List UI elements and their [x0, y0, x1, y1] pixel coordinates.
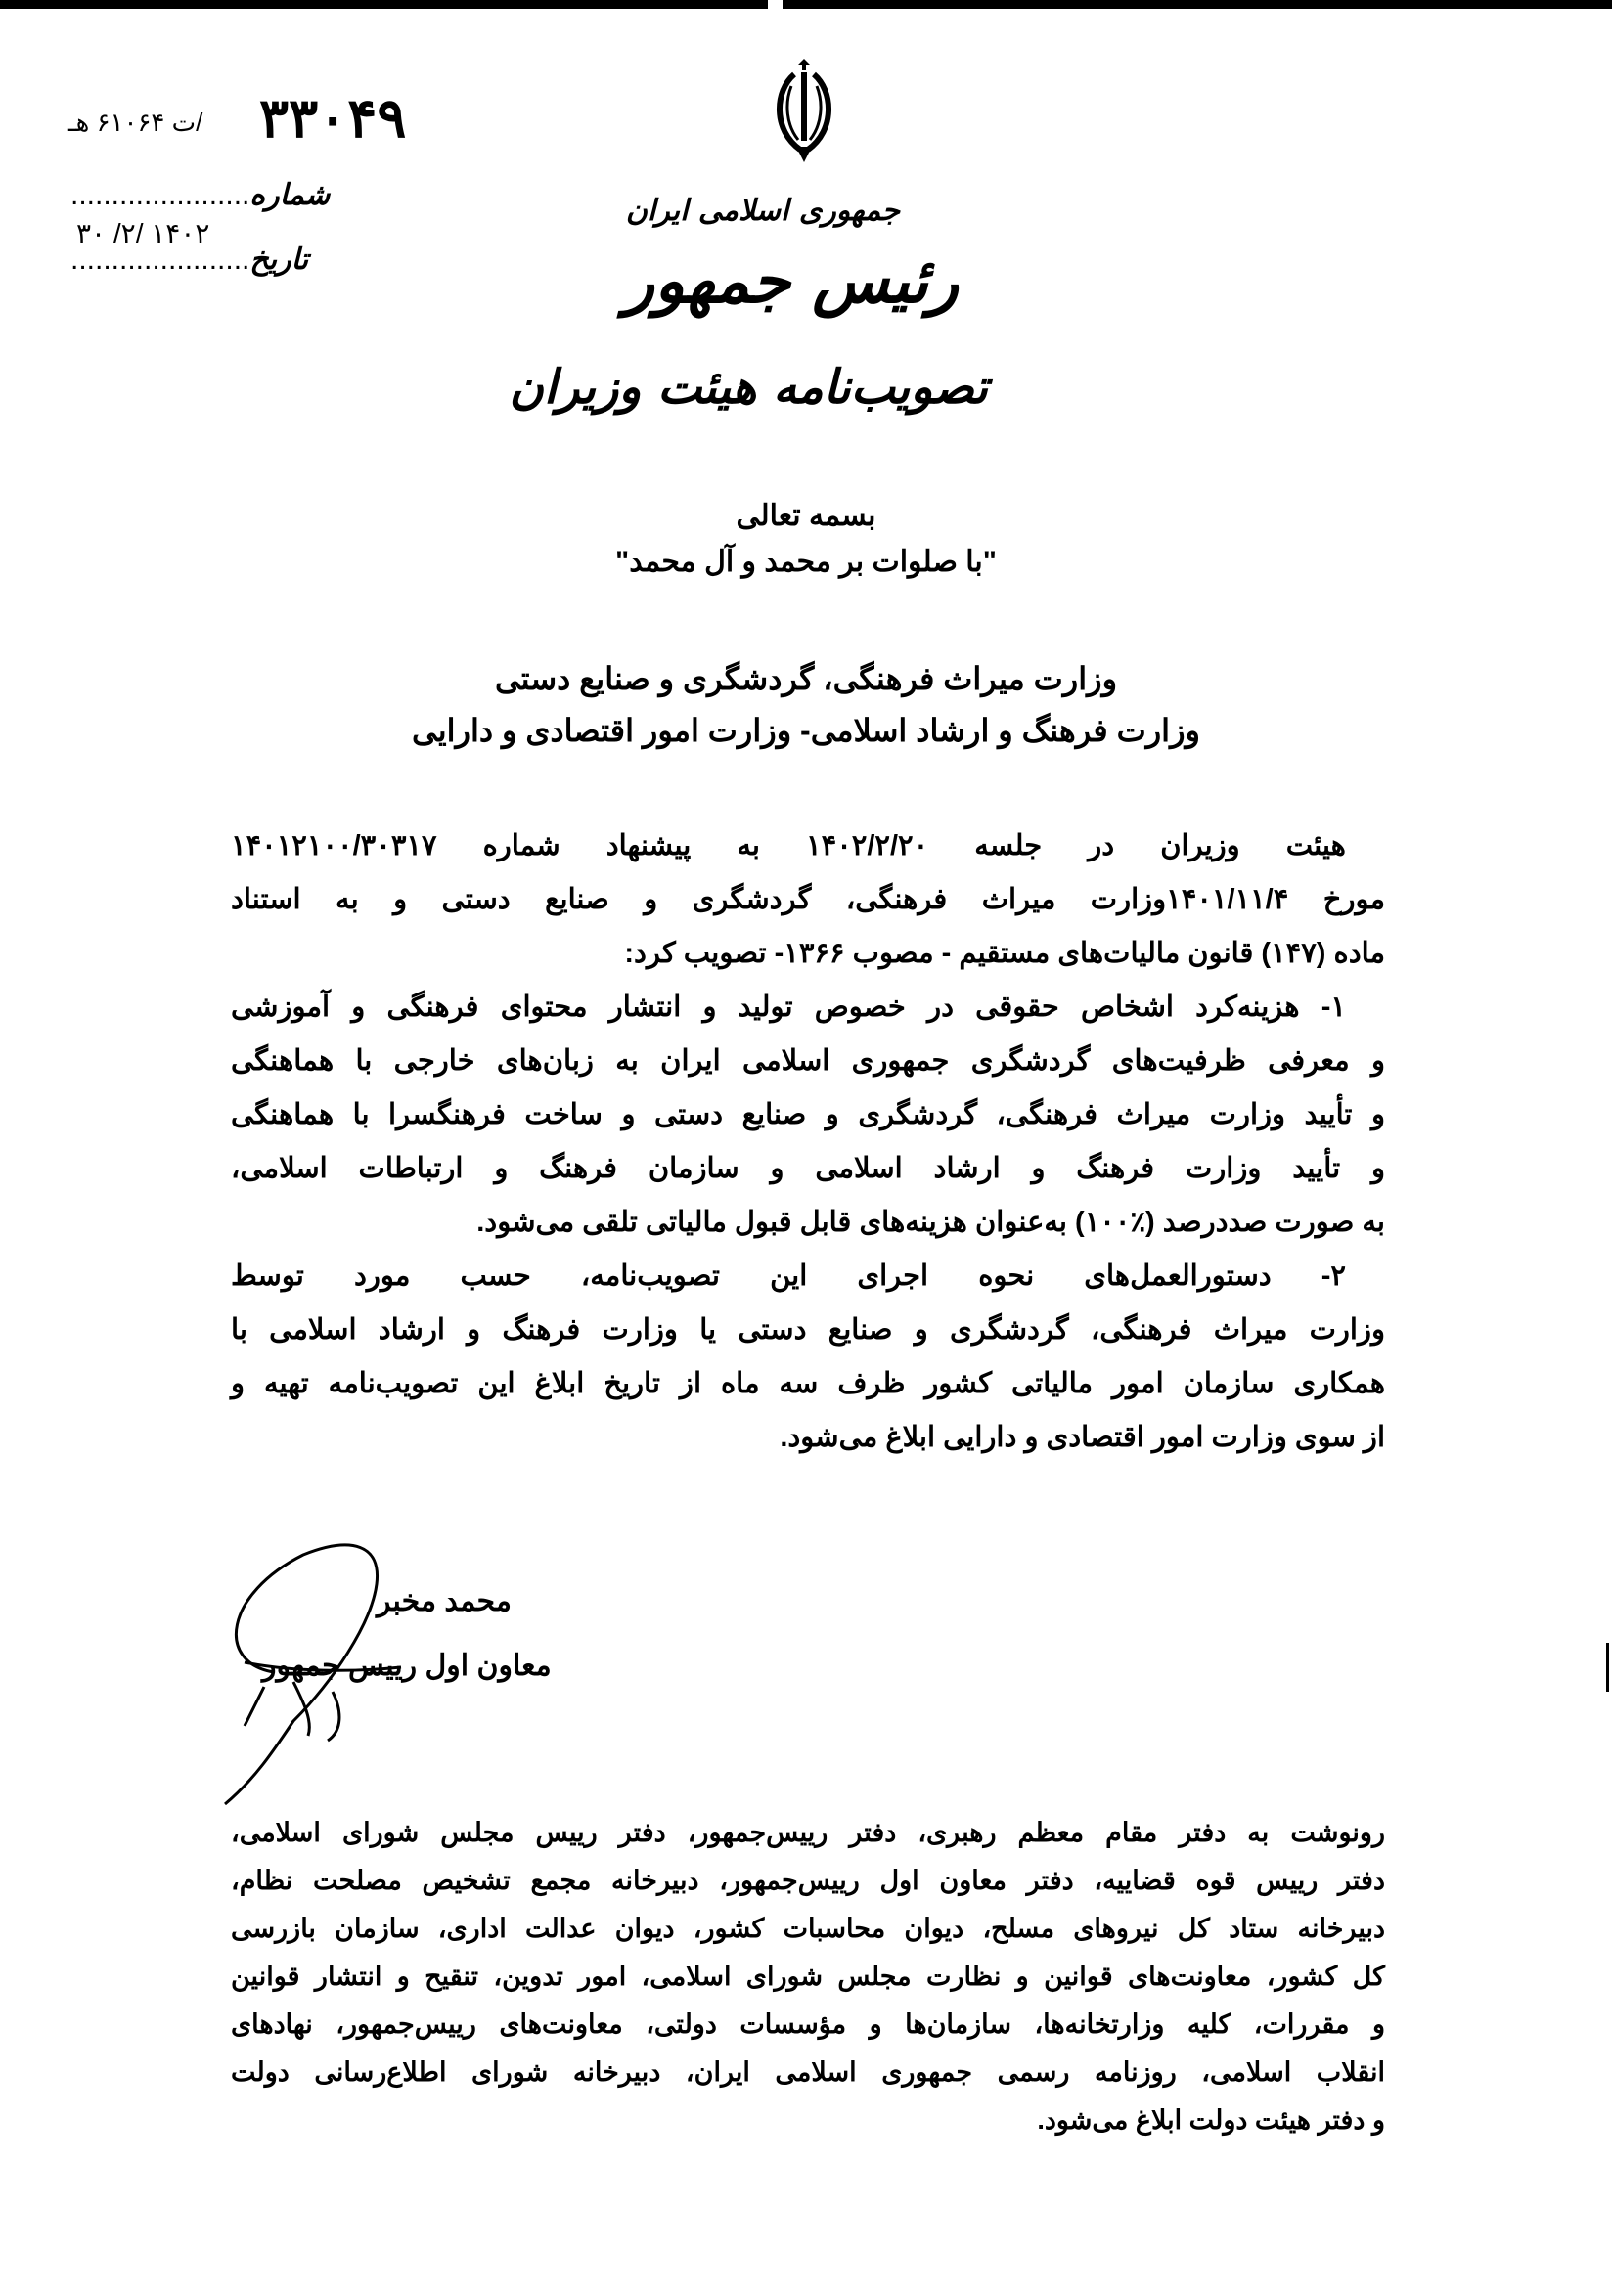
recipient-1: وزارت میراث فرهنگی، گردشگری و صنایع دستی	[494, 661, 1118, 696]
item1-line: و معرفی ظرفیت‌های گردشگری جمهوری اسلامی ایران به زبان‌های خارجی با هماهنگی	[231, 1045, 1385, 1077]
item2-line: همکاری سازمان امور مالیاتی کشور ظرف سه ماه از تاریخ ابلاغ این تصویب‌نامه تهیه و	[231, 1368, 1385, 1399]
signatory-name: محمد مخبر	[377, 1585, 512, 1617]
scan-border-top-left	[0, 0, 768, 9]
item1-line: و تأیید وزارت میراث فرهنگی، گردشگری و صنایع دستی و ساخت فرهنگسرا با هماهنگی	[231, 1099, 1385, 1130]
cc-line: رونوشت به دفتر مقام معظم رهبری، دفتر رییس‌جمهور، دفتر رییس مجلس شورای اسلامی،	[231, 1818, 1385, 1847]
reference-number: /ت ۶۱۰۶۴ هـ	[68, 108, 203, 137]
date-value: ۱۴۰۲ /۲/ ۳۰	[76, 218, 210, 248]
signatory-title: معاون اول رییس جمهور	[262, 1650, 552, 1682]
number-label	[70, 178, 330, 212]
intro-line: هیئت وزیران در جلسه ۱۴۰۲/۲/۲۰ به پیشنهاد شماره ۱۴۰۱۲۱۰۰/۳۰۳۱۷	[231, 830, 1346, 861]
cc-line: انقلاب اسلامی، روزنامه رسمی جمهوری اسلامی ایران، دبیرخانه شورای اطلاع‌رسانی دولت	[231, 2057, 1385, 2087]
cc-line: دفتر رییس قوه قضاییه، دفتر معاون اول رییس‌جمهور، دبیرخانه مجمع تشخیص مصلحت نظام،	[231, 1866, 1385, 1895]
letterhead-doc-type: تصویب‌نامه هیئت وزیران	[509, 360, 988, 415]
item1-line: ۱- هزینه‌کرد اشخاص حقوقی در خصوص تولید و انتشار محتوای فرهنگی و آموزشی	[231, 992, 1346, 1023]
cc-line: و دفتر هیئت دولت ابلاغ می‌شود.	[1037, 2105, 1385, 2135]
date-label	[70, 243, 308, 277]
item1-line: و تأیید وزارت فرهنگ و ارشاد اسلامی و سازمان فرهنگ و ارتباطات اسلامی،	[231, 1153, 1385, 1184]
letterhead-country: جمهوری اسلامی ایران	[625, 194, 900, 228]
cc-list	[231, 1809, 1385, 2144]
scan-edge-mark	[1606, 1643, 1609, 1692]
item2-line: از سوی وزارت امور اقتصادی و دارایی ابلاغ می‌شود.	[780, 1422, 1385, 1453]
date-label-text: تاریخ	[249, 243, 309, 277]
cc-line: دبیرخانه ستاد کل نیروهای مسلح، دیوان محاسبات کشور، دیوان عدالت اداری، سازمان بازرسی	[231, 1914, 1385, 1943]
scan-border-top-right	[783, 0, 1612, 9]
number-stamp: ۳۳۰۴۹	[259, 87, 407, 149]
number-label-text: شماره	[249, 178, 331, 212]
number-dots: ......................	[70, 179, 250, 211]
letterhead-office: رئیس جمهور	[624, 244, 959, 318]
intro-line: ماده (۱۴۷) قانون مالیات‌های مستقیم - مصوب ۱۳۶۶- تصویب کرد:	[624, 938, 1385, 969]
bismillah: بسمه تعالی	[736, 500, 876, 532]
date-dots: ......................	[70, 243, 250, 276]
item2-line: وزارت میراث فرهنگی، گردشگری و صنایع دستی یا وزارت فرهنگ و ارشاد اسلامی با	[231, 1314, 1385, 1346]
item1-line: به صورت صددرصد (٪۱۰۰) به‌عنوان هزینه‌های قابل قبول مالیاتی تلقی می‌شود.	[476, 1207, 1385, 1238]
intro-line: مورخ ۱۴۰۱/۱۱/۴وزارت میراث فرهنگی، گردشگری و صنایع دستی و به استناد	[231, 884, 1385, 915]
item2-line: ۲- دستورالعمل‌های نحوه اجرای این تصویب‌نامه، حسب مورد توسط	[231, 1260, 1346, 1292]
iran-emblem-icon	[765, 57, 843, 164]
salawat: "با صلوات بر محمد و آل محمد"	[615, 546, 997, 578]
cc-line: کل کشور، معاونت‌های قوانین و نظارت مجلس شورای اسلامی، امور تدوین، تنقیح و انتشار قوانین	[231, 1962, 1385, 1991]
cc-line: و مقررات، کلیه وزارتخانه‌ها، سازمان‌ها و مؤسسات دولتی، معاونت‌های رییس‌جمهور، نهادهای	[231, 2009, 1385, 2039]
recipient-2: وزارت فرهنگ و ارشاد اسلامی- وزارت امور اقتصادی و دارایی	[412, 713, 1200, 748]
resolution-body	[231, 819, 1385, 1465]
